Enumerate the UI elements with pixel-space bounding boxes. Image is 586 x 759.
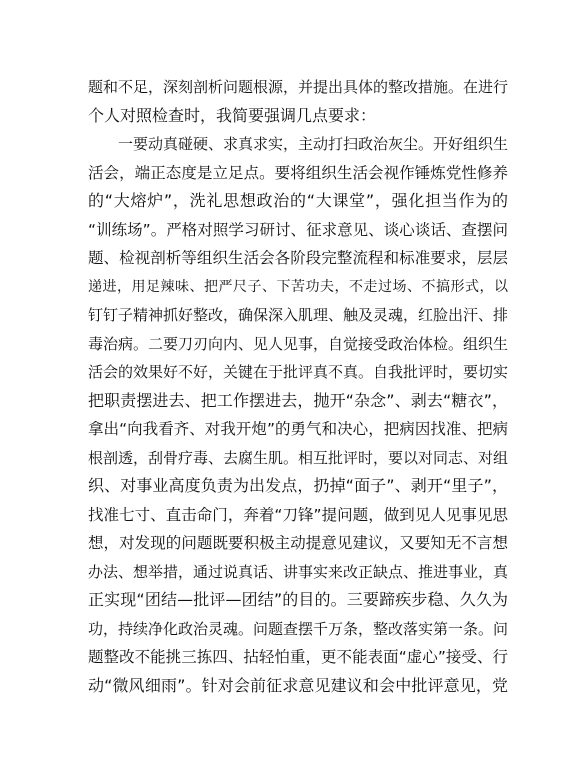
text-line: 根剖透，刮骨疗毒、去腐生肌。相互批评时，要以对同志、对组	[88, 448, 508, 467]
text-line: 题整改不能挑三拣四、拈轻怕重，更不能表面“虚心”接受、行	[88, 648, 508, 666]
text-line: 想，对发现的问题既要积极主动提意见建议，又要知无不言想	[88, 534, 508, 552]
text-line: 找准七寸、直击命门，奔着“刀锋”提问题，做到见人见事见思	[88, 505, 508, 524]
text-line: “训练场”。严格对照学习研讨、征求意见、谈心谈话、查摆问	[88, 220, 508, 239]
text-line: 的“大熔炉”，洗礼思想政治的“大课堂”，强化担当作为的	[88, 191, 508, 210]
text-line: 递进，用足辣味、把严尺子、下苦功夫，不走过场、不搞形式，以	[88, 278, 508, 295]
text-line: 毒治病。二要刀刃向内、见人见事，自觉接受政治体检。组织生	[88, 334, 508, 353]
text-line: 织、对事业高度负责为出发点，扔掉“面子”、剥开“里子”，	[88, 476, 508, 495]
text-line: 题、检视剖析等组织生活会各阶段完整流程和标准要求，层层	[88, 249, 508, 267]
text-line: 钉钉子精神抓好整改，确保深入肌理、触及灵魂，红脸出汗、排	[88, 306, 508, 324]
text-line: 活会的效果好不好，关键在于批评真不真。自我批评时，要切实	[88, 363, 508, 381]
text-line: 活会，端正态度是立足点。要将组织生活会视作锤炼党性修养	[88, 163, 508, 182]
text-line: 题和不足，深刻剖析问题根源，并提出具体的整改措施。在进行	[88, 78, 508, 96]
text-line: 个人对照检查时，我简要强调几点要求：	[88, 105, 377, 125]
text-line: 动“微风细雨”。针对会前征求意见建议和会中批评意见，党	[88, 675, 508, 695]
text-line: 功，持续净化政治灵魂。问题查摆千万条，整改落实第一条。问	[88, 619, 508, 638]
text-line: 把职责摆进去、把工作摆进去，抛开“杂念”、剥去“糖衣”，	[88, 390, 508, 410]
text-line: 办法、想举措，通过说真话、讲事实来改正缺点、推进事业，真	[88, 562, 508, 581]
text-line: 正实现“团结—批评—团结”的目的。三要蹄疾步稳、久久为	[88, 590, 508, 609]
body-text	[88, 73, 508, 700]
text-line: 拿出“向我看齐、对我开炮”的勇气和决心，把病因找准、把病	[88, 420, 508, 438]
text-line: 一要动真碰硬、求真求实，主动打扫政治灰尘。开好组织生	[118, 135, 508, 153]
